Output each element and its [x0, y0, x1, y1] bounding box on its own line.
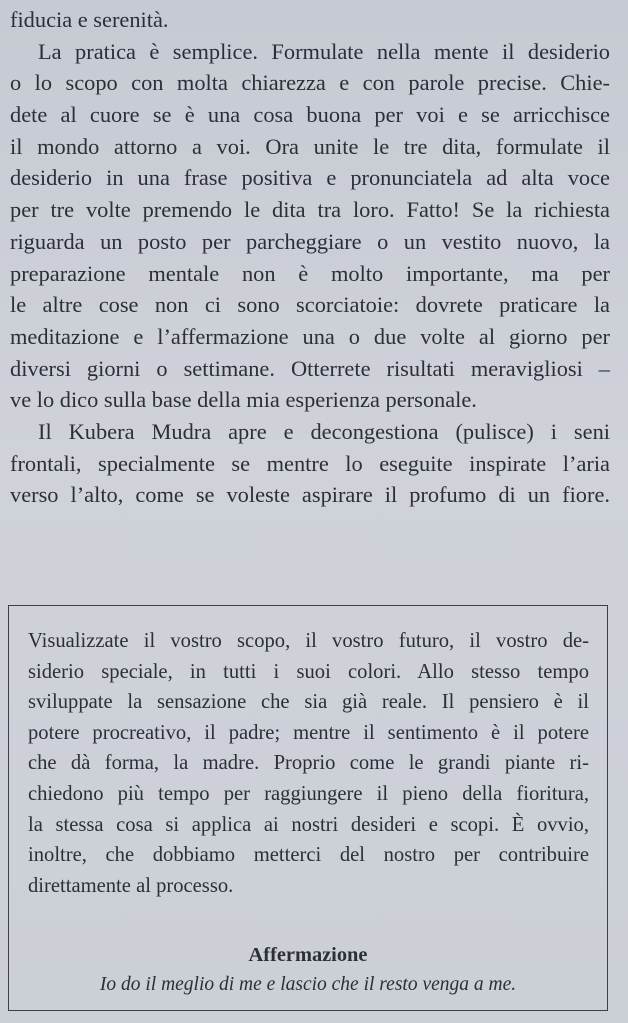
text-line: potere procreativo, il padre; mentre il sentimento è il potere [28, 721, 589, 744]
text-line: il mondo attorno a voi. Ora unite le tre dita, formulate il [10, 133, 610, 159]
text-line: chiedono più tempo per raggiungere il pieno della fioritura, [28, 782, 589, 805]
text-line: inoltre, che dobbiamo metterci del nostro per contribuire [28, 844, 589, 867]
text-line: la stessa cosa si applica ai nostri desideri e scopi. È ovvio, [28, 813, 589, 836]
text-line: diversi giorni o settimane. Otterrete risultati meravigliosi – [10, 355, 610, 381]
boxed-note-text [28, 626, 589, 901]
text-line: Il Kubera Mudra apre e decongestiona (pulisce) i seni [38, 418, 610, 444]
affirmation-text: Io do il meglio di me e lascio che il resto venga a me. [99, 974, 517, 995]
text-line: siderio speciale, in tutti i suoi colori. Allo stesso tempo [28, 660, 589, 683]
affirmation-heading: Affermazione [248, 944, 368, 966]
text-line: ve lo dico sulla base della mia esperienza personale. [10, 387, 477, 413]
text-line: preparazione mentale non è molto importante, ma per [10, 260, 610, 286]
text-line: le altre cose non ci sono scorciatoie: dovrete praticare la [10, 292, 610, 318]
text-line: per tre volte premendo le dita tra loro. Fatto! Se la richiesta [10, 197, 610, 223]
boxed-note [8, 605, 608, 1011]
text-line: desiderio in una frase positiva e pronunciatela ad alta voce [10, 165, 610, 191]
text-line: Visualizzate il vostro scopo, il vostro futuro, il vostro de- [28, 630, 589, 652]
text-line: sviluppate la sensazione che sia già reale. Il pensiero è il [28, 691, 589, 714]
main-text [10, 4, 610, 511]
text-line: La pratica è semplice. Formulate nella mente il desiderio [38, 38, 610, 64]
text-line: dete al cuore se è una cosa buona per voi e se arricchisce [10, 102, 610, 128]
text-line: direttamente al processo. [28, 874, 234, 897]
text-line: che dà forma, la madre. Proprio come le grandi piante ri- [28, 752, 589, 775]
text-line: riguarda un posto per parcheggiare o un vestito nuovo, la [10, 228, 610, 254]
text-line: verso l’alto, come se voleste aspirare il profumo di un fiore. [10, 482, 610, 508]
text-line: o lo scopo con molta chiarezza e con parole precise. Chie- [10, 70, 610, 96]
text-line: fiducia e serenità. [10, 7, 169, 32]
text-line: meditazione e l’affermazione una o due volte al giorno per [10, 323, 610, 349]
text-line: frontali, specialmente se mentre lo eseguite inspirate l’aria [10, 450, 610, 476]
